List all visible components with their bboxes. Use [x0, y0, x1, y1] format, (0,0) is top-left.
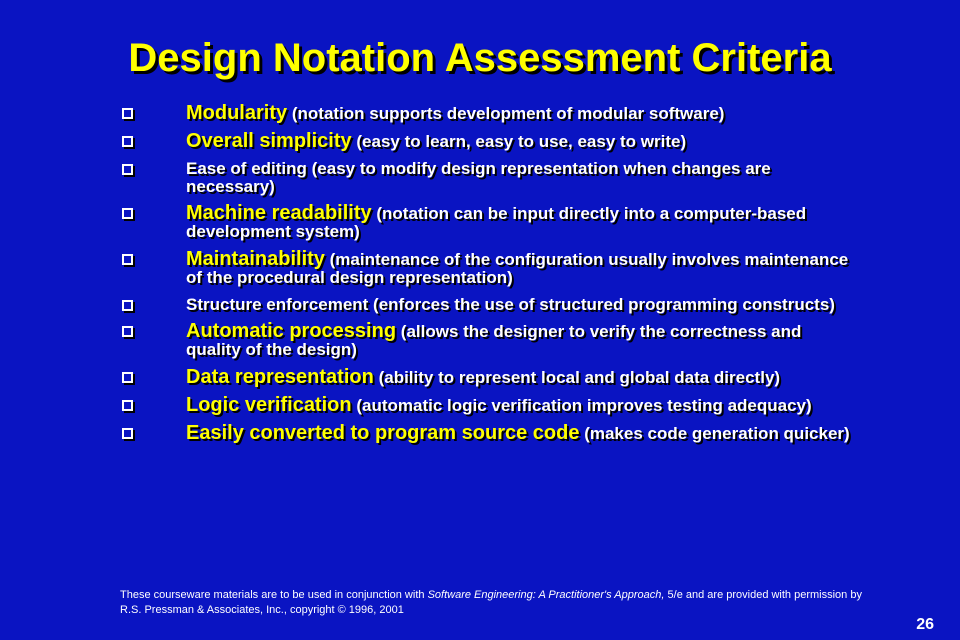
criterion-text: (ability to represent local and global data directly) — [378, 368, 781, 387]
square-bullet-icon — [122, 300, 133, 311]
square-bullet-icon — [122, 372, 133, 383]
list-item — [118, 368, 858, 387]
book-title: Software Engineering: A Practitioner's Approach, — [427, 589, 665, 601]
list-item — [118, 322, 858, 359]
list-item — [118, 204, 858, 241]
list-item — [118, 132, 858, 151]
criterion-keyword: Maintainability — [186, 248, 325, 270]
list-item — [118, 396, 858, 415]
square-bullet-icon — [122, 208, 133, 219]
square-bullet-icon — [122, 108, 133, 119]
criterion-keyword: Machine readability — [186, 202, 372, 224]
list-item — [118, 296, 858, 314]
criterion-text: (maintenance of the configuration usually involves maintenance of the procedural design representation) — [186, 250, 849, 287]
criterion-text: (automatic logic verification improves testing adequacy) — [356, 396, 812, 415]
list-item — [118, 424, 858, 443]
list-item — [118, 250, 858, 287]
criterion-text: (notation can be input directly into a computer-based development system) — [186, 204, 807, 241]
footer-text-end: 5/e and are provided with permission by R.S. Pressman & Associates, Inc., copyright © 1996, 2001 — [120, 589, 862, 616]
list-item — [118, 160, 858, 196]
criterion-text: (makes code generation quicker) — [584, 424, 850, 443]
square-bullet-icon — [122, 400, 133, 411]
criterion-text: (easy to learn, easy to use, easy to write) — [356, 132, 687, 151]
criterion-text: (notation supports development of modular software) — [291, 104, 725, 123]
criterion-keyword: Overall simplicity — [186, 130, 352, 152]
slide-title: Design Notation Assessment Criteria — [128, 36, 832, 80]
criterion-text: (allows the designer to verify the correctness and quality of the design) — [186, 322, 802, 359]
criteria-list — [118, 104, 858, 452]
square-bullet-icon — [122, 254, 133, 265]
page-number: 26 — [916, 616, 934, 633]
criterion-keyword: Logic verification — [186, 394, 352, 416]
square-bullet-icon — [122, 164, 133, 175]
criterion-text: Structure enforcement (enforces the use of structured programming constructs) — [186, 295, 835, 314]
criterion-keyword: Easily converted to program source code — [186, 422, 580, 444]
square-bullet-icon — [122, 136, 133, 147]
criterion-text: Ease of editing (easy to modify design representation when changes are necessary) — [186, 159, 771, 196]
criterion-keyword: Automatic processing — [186, 320, 397, 342]
criterion-keyword: Modularity — [186, 102, 288, 124]
criterion-keyword: Data representation — [186, 366, 374, 388]
copyright-footer — [120, 588, 880, 618]
footer-text-start: These courseware materials are to be used in conjunction with — [120, 589, 428, 601]
list-item — [118, 104, 858, 123]
square-bullet-icon — [122, 428, 133, 439]
square-bullet-icon — [122, 326, 133, 337]
